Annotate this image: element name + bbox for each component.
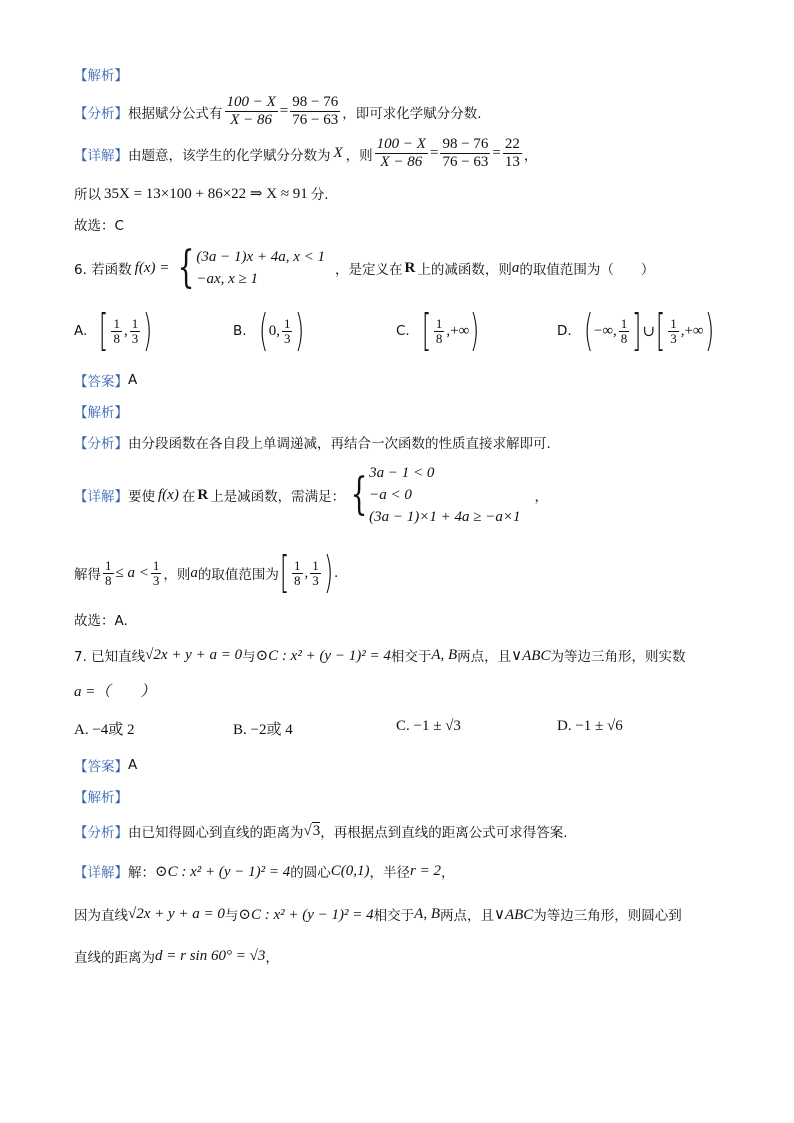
q7-fenxi: 【分析】 由已知得圆心到直线的距离为 √ 3 ，再根据点到直线的距离公式可求得答案. [74,822,568,841]
q7-analysis-tag: 【解析】 [74,790,128,806]
question-7-line-2: a =（ ） [74,684,156,700]
q7-para-1: 因为直线 √ 2x + y + a = 0 与 ⊙C : x² + (y − 1)² = 4 相交于 A, B 两点，且 ∨ABC 为等边三角形，则圆心到 [74,905,682,924]
q6-option-b[interactable]: B. ( 0 , $\frac{1}{3}$ ) [233,305,305,356]
q7-option-d[interactable]: D. −1 ± √6 [557,718,623,734]
q7-detail: 【详解】 解： ⊙C : x² + (y − 1)² = 4 的圆心 C(0,1) ，半径 r = 2 ， [74,862,455,881]
compute-line: 所以 35X = 13×100 + 86×22 ⇒ X ≈ 91 分. [74,185,329,203]
detail-line-1: 【详解】 由题意，该学生的化学赋分分数为 X ，则 $\frac{100 - X}{X - 86}$ = $\frac{98 - 76}{76 - 63}$ = $\frac{22}{13}$ ， [74,136,538,170]
q6-option-a[interactable]: A. [ $\frac{1}{8}$ , $\frac{1}{3}$ ) [74,305,153,356]
q7-option-b[interactable]: B. −2或 4 [233,722,293,738]
q6-detail: 【详解】 要使 f(x) 在 R 上是减函数，需满足： { 3a − 1 < 0 −a < 0 (3a − 1)×1 + 4a ≥ −a×1 ， [74,465,549,525]
q6-solve: 解得 $\frac{1}{8}$ ≤ a < $\frac{1}{3}$ ，则 a 的取值范围为 [ $\frac{1}{8}$ , $\frac{1}{3}$ ) . [74,547,339,598]
q6-answer: 【答案】 A [74,372,138,390]
choose-line-1: 故选：C [74,218,124,234]
q6-choose: 故选：A. [74,613,128,629]
q7-option-c[interactable]: C. −1 ± √3 [396,718,461,734]
analysis-tag: 【解析】 [74,68,128,84]
question-7: 7. 已知直线 √ 2x + y + a = 0 与 ⊙C : x² + (y − 1)² = 4 相交于 A, B 两点，且 ∨ABC 为等边三角形，则实数 [74,646,686,665]
q6-analysis-tag: 【解析】 [74,405,128,421]
q6-fenxi: 【分析】 由分段函数在各自段上单调递减，再结合一次函数的性质直接求解即可. [74,436,551,452]
question-6: 6. 若函数 f(x) = { (3a − 1)x + 4a, x < 1 −ax, x ≥ 1 ，是定义在 R 上的减函数，则 a 的取值范围为（ ） [74,242,655,293]
q7-option-a[interactable]: A. −4或 2 [74,722,135,738]
q7-answer: 【答案】 A [74,757,138,775]
q6-option-d[interactable]: D. ( −∞, $\frac{1}{8}$ ] ∪ [ $\frac{1}{3}$ , +∞ ) [557,305,714,356]
fenxi-line-1: 【分析】 根据赋分公式有 $\frac{100 - X}{X - 86}$ = $\frac{98 - 76}{76 - 63}$ ，即可求化学赋分分数. [74,94,482,128]
q6-option-c[interactable]: C. [ $\frac{1}{8}$ , +∞ ) [396,305,480,356]
q7-para-2: 直线的距离为 d = r sin 60° = √3 ， [74,947,279,966]
